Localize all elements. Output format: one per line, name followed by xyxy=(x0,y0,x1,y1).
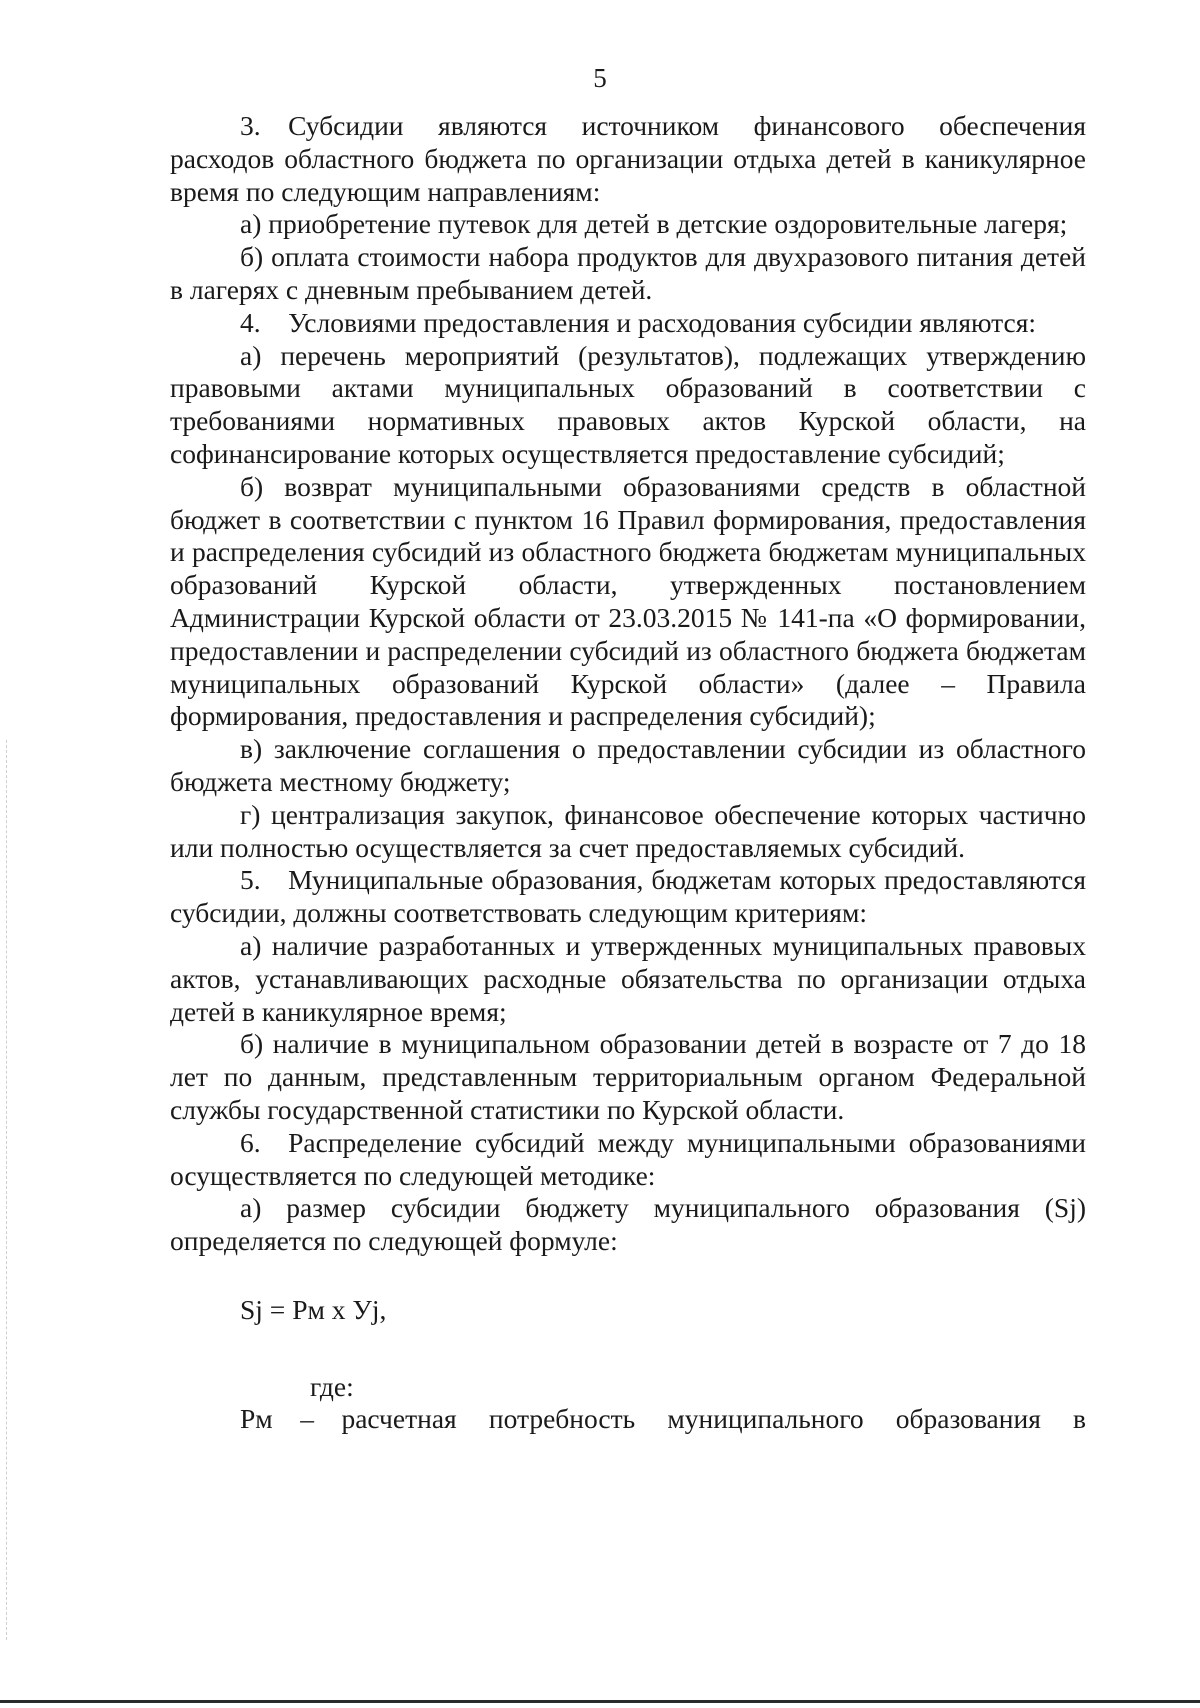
paragraph-6a: а) размер субсидии бюджету муниципального образования (Sj) определяется по следующей формуле: xyxy=(170,1192,1086,1257)
paragraph-4g: г) централизация закупок, финансовое обеспечение которых частично или полностью осуществляется за счет предоставляемых субсидий. xyxy=(170,798,1086,863)
bottom-rule xyxy=(0,1700,1200,1703)
paragraph-4b: б) возврат муниципальными образованиями средств в областной бюджет в соответствии с пунктом 16 Правил формирования, предоставления и распределения субсидий из областного бюджета бюджетам муниципальных образований Курской области, утвержденных постановлением Администрации Курской области от 23.03.2015 № 141-па «О формировании, предоставлении и распределении субсидий из областного бюджета бюджетам муниципальных образований Курской области» (далее – Правила формирования, предоставления и распределения субсидий); xyxy=(170,470,1086,732)
formula: Sj = Рм х Уj, xyxy=(240,1293,387,1325)
where-label: где: xyxy=(310,1370,354,1402)
paragraph-5a: а) наличие разработанных и утвержденных муниципальных правовых актов, устанавливающих расходные обязательства по организации отдыха детей в каникулярное время; xyxy=(170,929,1086,1027)
paragraph-4v: в) заключение соглашения о предоставлении субсидии из областного бюджета местному бюджету; xyxy=(170,733,1086,797)
document-body xyxy=(170,110,1086,1436)
paragraph-4a: а) перечень мероприятий (результатов), подлежащих утверждению правовыми актами муниципальных образований в соответствии с требованиями нормативных правовых актов Курской области, на софинансирование которых осуществляется предоставление субсидий; xyxy=(170,339,1086,469)
paragraph-3: 3. Субсидии являются источником финансового обеспечения расходов областного бюджета по организации отдыха детей в каникулярное время по следующим направлениям: xyxy=(170,110,1086,207)
scan-edge-artifact xyxy=(6,740,8,1640)
paragraph-6: 6. Распределение субсидий между муниципальными образованиями осуществляется по следующей методике: xyxy=(170,1126,1086,1191)
paragraph-4: 4. Условиями предоставления и расходования субсидии являются: xyxy=(240,306,1037,338)
paragraph-5: 5. Муниципальные образования, бюджетам которых предоставляются субсидии, должны соответствовать следующим критериям: xyxy=(170,864,1086,929)
pm-definition: Рм – расчетная потребность муниципального образования в xyxy=(240,1403,1086,1435)
page-number: 5 xyxy=(593,63,607,93)
paragraph-3a: а) приобретение путевок для детей в детские оздоровительные лагеря; xyxy=(240,208,1068,240)
paragraph-3b: б) оплата стоимости набора продуктов для двухразового питания детей в лагерях с дневным пребыванием детей. xyxy=(170,241,1086,305)
paragraph-5b: б) наличие в муниципальном образовании детей в возрасте от 7 до 18 лет по данным, представленным территориальным органом Федеральной службы государственной статистики по Курской области. xyxy=(170,1028,1086,1125)
